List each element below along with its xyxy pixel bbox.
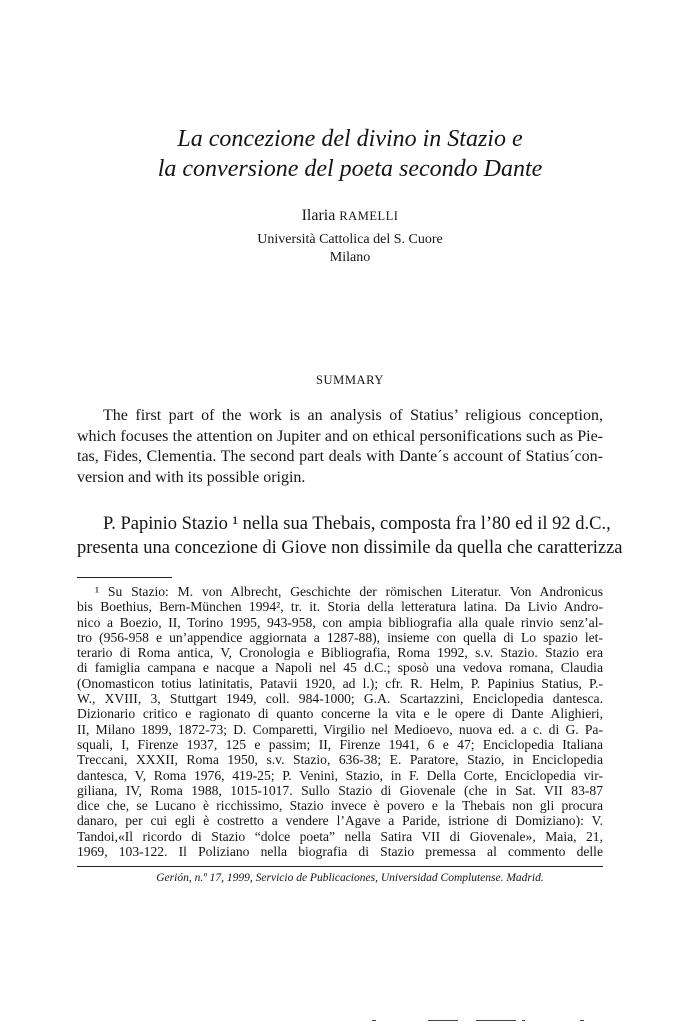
- footnote-separator: [77, 577, 172, 578]
- scan-artifacts: [0, 1017, 700, 1024]
- footnote: [77, 584, 603, 859]
- scan-mark: [580, 1020, 584, 1021]
- footnote-line: tro (956-958 e un’appendice aggiornata a 1287-88), insieme con quella di Lo spazio let-: [77, 629, 603, 645]
- scan-mark: [372, 1020, 376, 1021]
- article-title: [0, 124, 700, 184]
- footnote-line: Treccani, XXXII, Roma 1950, s.v. Stazio, 636-38; E. Paratore, Stazio, in Enciclopedia: [77, 752, 603, 768]
- affiliation-city: Milano: [329, 250, 371, 265]
- footnote-line: ¹ Su Stazio: M. von Albrecht, Geschichte der römischen Literatur. Von Andronicus: [95, 584, 603, 599]
- author-last-name: RAMELLI: [339, 209, 399, 223]
- footnote-line: Tandoi,«Il ricordo di Stazio “dolce poeta” nella Satira VII di Giovenale», Maia, 21,: [77, 828, 603, 844]
- footnote-line: bis Boethius, Bern-München 1994², tr. it. Storia della letteratura latina. Da Livio Andro-: [77, 599, 603, 615]
- summary-heading: SUMMARY: [315, 373, 385, 387]
- summary-line: tas, Fides, Clementia. The second part deals with Dante´s account of Statius´con-: [77, 448, 603, 466]
- affiliation-institution: Università Cattolica del S. Cuore: [257, 232, 443, 247]
- footnote-line: squali, I, Firenze 1937, 125 e passim; II, Firenze 1941, 6 e 47; Enciclopedia Italiana: [77, 736, 603, 752]
- footer-separator: [77, 866, 603, 867]
- author-name: [0, 206, 700, 226]
- journal-citation: [0, 872, 700, 884]
- footnote-line: terario di Roma antica, V, Cronologia e Bibliografia, Roma 1992, s.v. Stazio. Stazio era: [77, 645, 603, 661]
- body-paragraph: [77, 512, 623, 560]
- footnote-line: dice che, se Lucano è ricchissimo, Stazio invece è povero e la Thebais non gli procura: [77, 798, 603, 814]
- summary-line: version and with its possible origin.: [77, 469, 306, 487]
- footnote-line: giliana, IV, Roma 1988, 1015-1017. Sullo Stazio di Giovenale (che in Sat. VII 83-87: [77, 782, 603, 798]
- footnote-line: di famiglia campana e nacque a Napoli nel 45 d.C.; sposò una vedova romana, Claudia: [77, 660, 603, 676]
- summary-paragraph: [77, 406, 603, 489]
- footnote-line: W., XVIII, 3, Stuttgart 1949, coll. 984-1000; G.A. Scartazzini, Enciclopedia dantesca.: [77, 691, 603, 707]
- title-line-1: La concezione del divino in Stazio e: [177, 126, 523, 152]
- footnote-line: 1969, 103-122. Il Poliziano nella biografia di Stazio premessa al commento delle: [77, 844, 603, 860]
- summary-line: which focuses the attention on Jupiter and on ethical personifications such as Pie-: [77, 427, 603, 445]
- title-line-2: la conversione del poeta secondo Dante: [157, 156, 543, 182]
- scan-mark: [428, 1020, 458, 1021]
- summary-line: The first part of the work is an analysis of Statius’ religious conception,: [103, 407, 603, 424]
- scan-mark: [476, 1020, 516, 1021]
- footnote-line: Dizionario critico e ragionato di quanto concerne la vita e le opere di Dante Alighieri,: [77, 706, 603, 722]
- body-line: P. Papinio Stazio ¹ nella sua Thebais, composta fra l’80 ed il 92 d.C.,: [103, 514, 611, 534]
- footnote-line: II, Milano 1899, 1872-73; D. Comparetti, Virgilio nel Medioevo, nuova ed. a c. di G. Pa-: [77, 721, 603, 737]
- journal-citation-text: Gerión, n.º 17, 1999, Servicio de Publicaciones, Universidad Complutense. Madrid.: [156, 872, 544, 884]
- affiliation: [0, 231, 700, 267]
- author-first-name: Ilaria: [301, 207, 340, 224]
- scan-mark: [522, 1020, 525, 1021]
- footnote-line: dantesca, V, Roma 1976, 419-25; P. Venini, Stazio, in F. Della Corte, Enciclopedia vir-: [77, 767, 603, 783]
- footnote-line: danaro, per cui egli è costretto a vendere l’Agave a Paride, istrione di Domiziano): V.: [77, 813, 603, 829]
- body-line: presenta una concezione di Giove non dissimile da quella che caratterizza: [77, 538, 623, 558]
- footnote-line: (Onomasticon totius latinitatis, Patavii 1920, ad l.); cfr. R. Helm, P. Papinius Statius, P.-: [77, 675, 603, 691]
- footnote-line: nico a Boezio, II, Torino 1995, 943-958, con ampia bibliografia alla quale rinvio senz’al-: [77, 614, 603, 630]
